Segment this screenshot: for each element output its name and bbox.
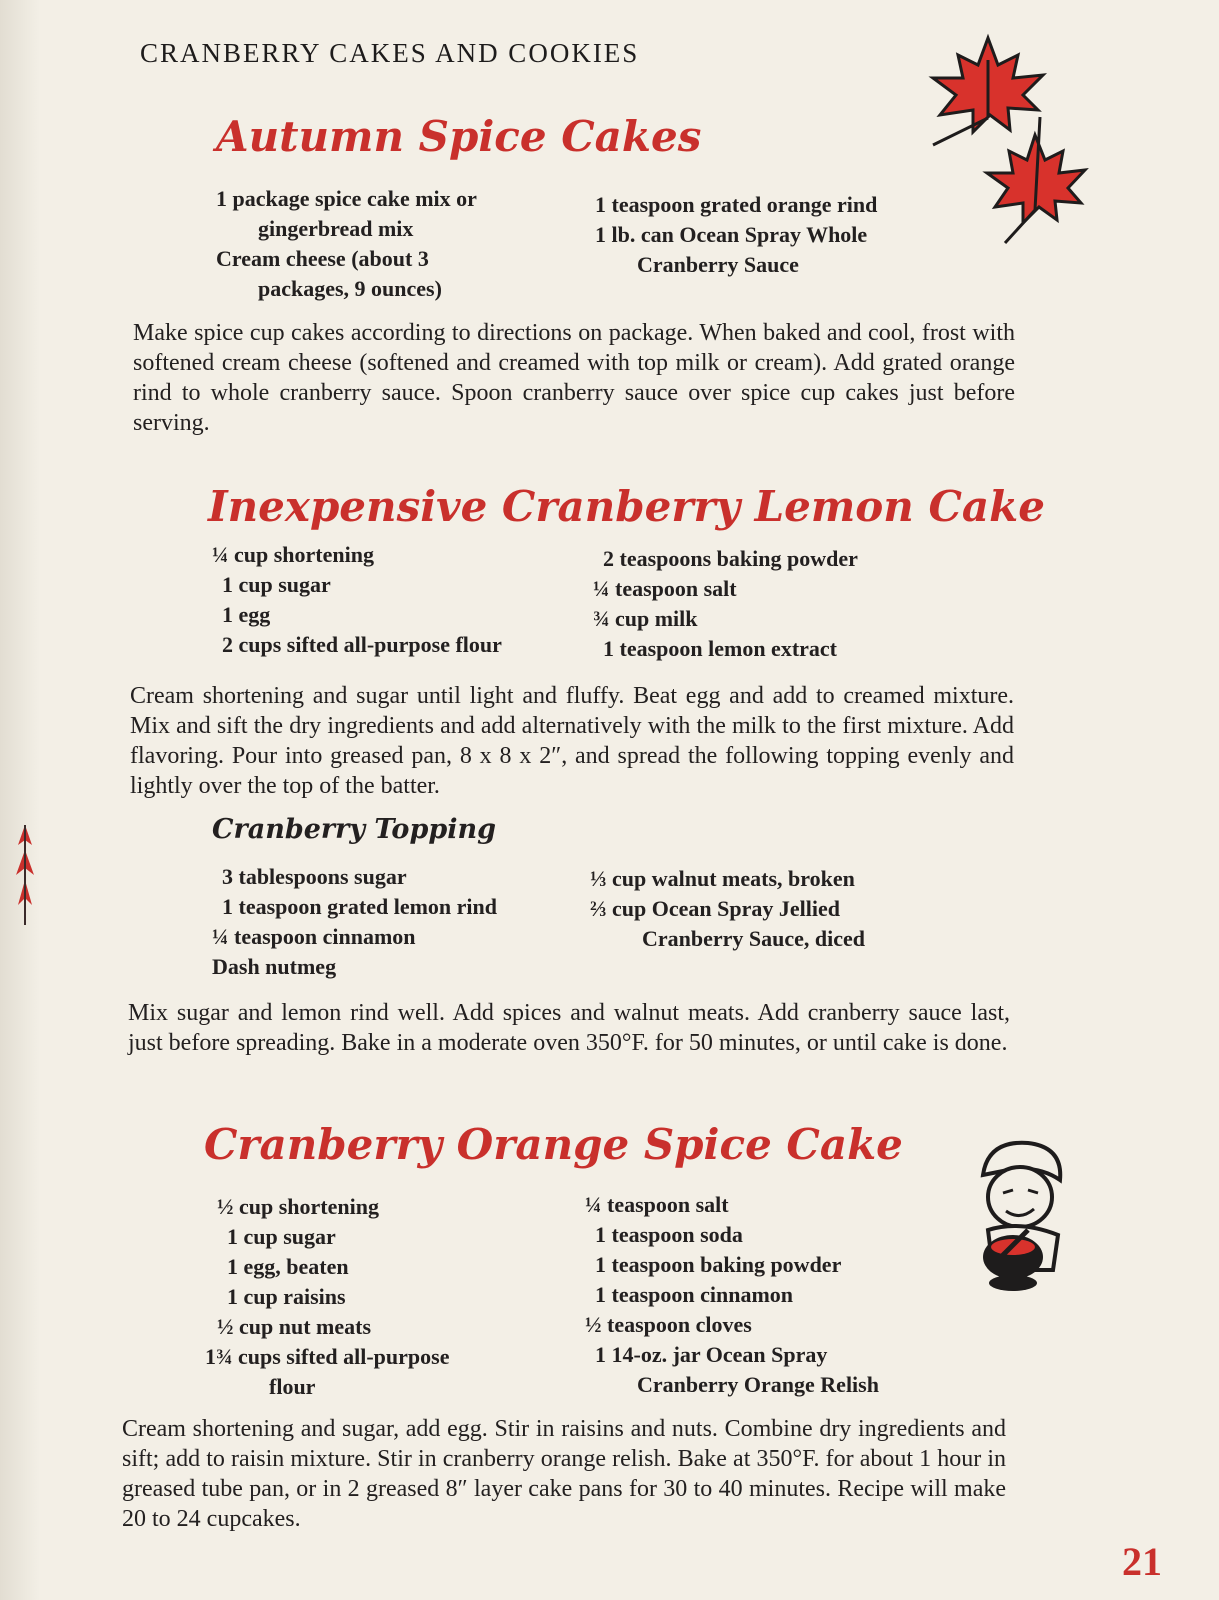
ingredient: ¼ cup shortening <box>212 542 374 567</box>
topping-title: Cranberry Topping <box>212 814 496 845</box>
ingredient: flour <box>269 1374 316 1399</box>
ingredient-list <box>595 190 877 280</box>
ingredient: ½ cup nut meats <box>217 1314 372 1339</box>
ingredient: 1 egg <box>222 602 271 627</box>
ingredient: Dash nutmeg <box>212 954 337 979</box>
ingredient: 1 teaspoon lemon extract <box>603 636 838 661</box>
section-header: CRANBERRY CAKES AND COOKIES <box>140 38 640 68</box>
recipe-title: Autumn Spice Cakes <box>216 112 702 161</box>
ingredient-list <box>212 540 502 660</box>
ingredient: gingerbread mix <box>258 216 414 241</box>
ingredient: ¾ cup milk <box>593 606 698 631</box>
ingredient: 1 cup sugar <box>227 1224 336 1249</box>
ingredient: 1 teaspoon grated lemon rind <box>222 894 497 919</box>
recipe-title: Inexpensive Cranberry Lemon Cake <box>208 482 1045 531</box>
ingredient: 1 cup raisins <box>227 1284 346 1309</box>
ingredient: Cream cheese (about 3 <box>216 246 429 271</box>
ingredient-list <box>593 544 858 664</box>
recipe-directions: Cream shortening and sugar until light and fluffy. Beat egg and add to creamed mixture. Mix and sift the dry ingredients and add alternatively with the milk to the first mixture. Add flavoring. Pour into greased pan, 8 x 8 x 2″, and spread the following topping evenly and lightly over the top of the batter. <box>130 683 1014 799</box>
topping-directions: Mix sugar and lemon rind well. Add spices and walnut meats. Add cranberry sauce last, just before spreading. Bake in a moderate oven 350°F. for 50 minutes, or until cake is done. <box>128 1000 1010 1056</box>
ingredient: 1 14-oz. jar Ocean Spray <box>595 1342 828 1367</box>
ingredient: ¼ teaspoon cinnamon <box>212 924 416 949</box>
ingredient-list <box>205 1192 450 1402</box>
ingredient: 2 teaspoons baking powder <box>603 546 858 571</box>
maple-leaf-icon <box>975 115 1095 255</box>
ingredient-list <box>216 184 477 304</box>
ingredient: 1 teaspoon baking powder <box>595 1252 842 1277</box>
page-number: 21 <box>1122 1539 1162 1584</box>
ingredient-list <box>590 864 865 954</box>
ingredient: Cranberry Orange Relish <box>637 1372 879 1397</box>
ingredient: ⅔ cup Ocean Spray Jellied <box>590 896 840 921</box>
ingredient: Cranberry Sauce <box>637 252 799 277</box>
ingredient: 2 cups sifted all-purpose flour <box>222 632 502 657</box>
ingredient: packages, 9 ounces) <box>258 276 442 301</box>
ingredient: 1 teaspoon grated orange rind <box>595 192 878 217</box>
ingredient: ½ teaspoon cloves <box>585 1312 752 1337</box>
ingredient: 1 teaspoon cinnamon <box>595 1282 794 1307</box>
ingredient: ⅓ cup walnut meats, broken <box>590 866 855 891</box>
ingredient-list <box>585 1190 879 1400</box>
ingredient: 1 cup sugar <box>222 572 331 597</box>
ingredient-list <box>212 862 497 982</box>
ingredient: 1 lb. can Ocean Spray Whole <box>595 222 868 247</box>
recipe-directions: Make spice cup cakes according to directions on package. When baked and cool, frost with softened cream cheese (softened and creamed with top milk or cream). Add grated orange rind to whole cranberry sauce. Spoon cranberry sauce over spice cup cakes just before serving. <box>133 320 1015 436</box>
ingredient: 1 package spice cake mix or <box>216 186 477 211</box>
recipe-title: Cranberry Orange Spice Cake <box>204 1120 903 1169</box>
ingredient: 1¾ cups sifted all-purpose <box>205 1344 450 1369</box>
ingredient: Cranberry Sauce, diced <box>642 926 866 951</box>
ingredient: ½ cup shortening <box>217 1194 379 1219</box>
ingredient: ¼ teaspoon salt <box>593 576 737 601</box>
ingredient: 1 teaspoon soda <box>595 1222 743 1247</box>
ingredient: ¼ teaspoon salt <box>585 1192 729 1217</box>
chef-mixing-icon <box>968 1135 1073 1300</box>
ingredient: 1 egg, beaten <box>227 1254 349 1279</box>
recipe-directions: Cream shortening and sugar, add egg. Stir in raisins and nuts. Combine dry ingredients and sift; add to raisin mixture. Stir in cranberry orange relish. Bake at 350°F. for about 1 hour in greased tube pan, or in 2 greased 8″ layer cake pans for 30 to 40 minutes. Recipe will make 20 to 24 cupcakes. <box>122 1416 1006 1532</box>
ingredient: 3 tablespoons sugar <box>222 864 407 889</box>
